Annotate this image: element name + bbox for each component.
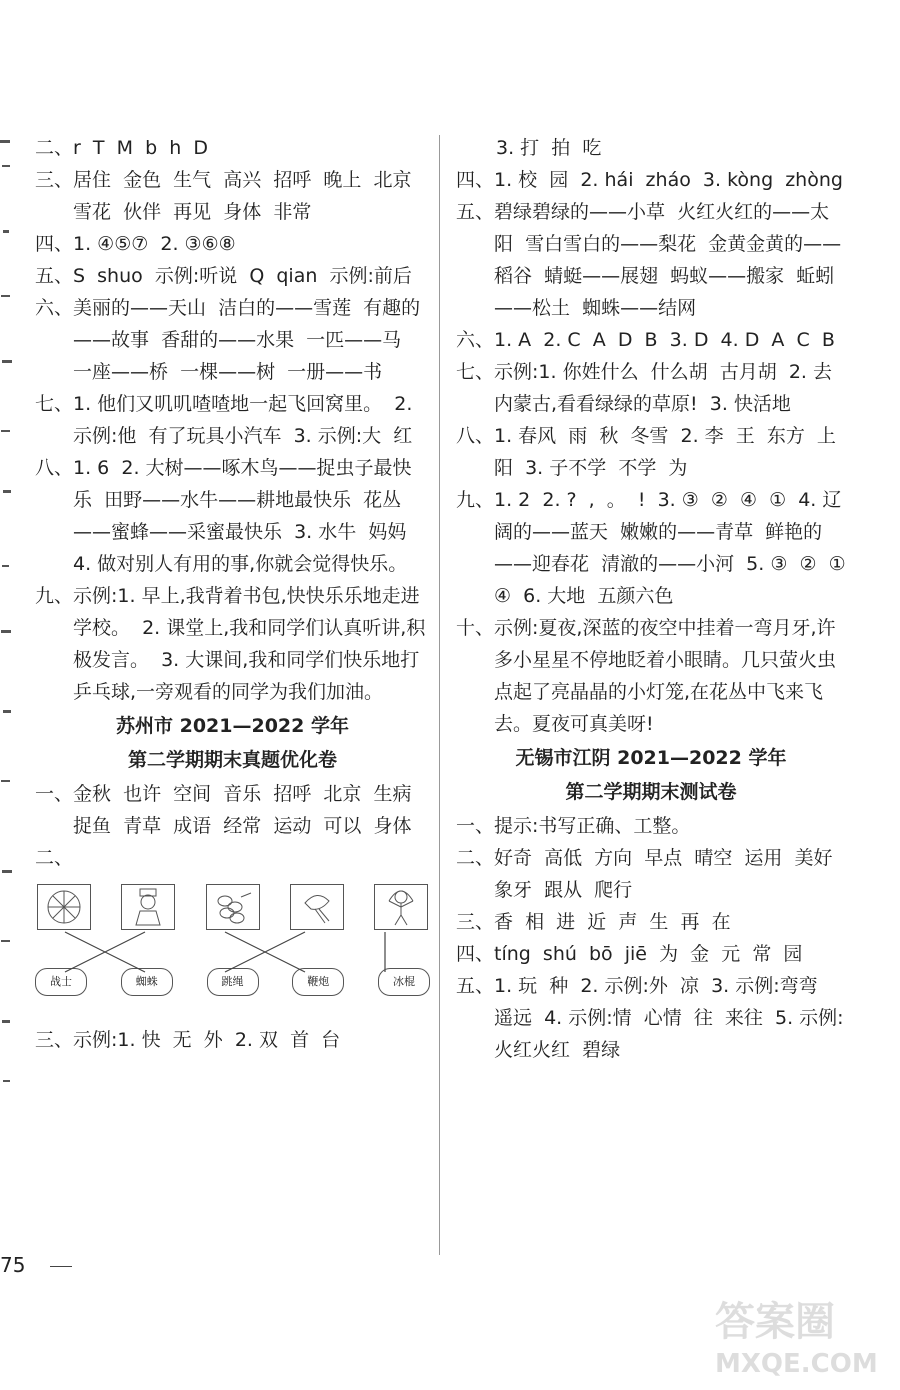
- answer-s3: [35, 1024, 430, 1056]
- answer-text: S shuo 示例:听说 Q qian 示例:前后: [73, 265, 412, 287]
- answer-s1: [35, 778, 430, 842]
- watermark-logo: [705, 1290, 890, 1380]
- answer-text: 示例:夏夜,深蓝的夜空中挂着一弯月牙,许多小星星不停地眨着小眼睛。几只萤火虫点起了亮晶晶的小灯笼,在花丛中飞来飞去。夏夜可真美呀!: [494, 617, 837, 735]
- page-number: 75: [0, 1253, 26, 1277]
- question-number: 九、: [35, 585, 74, 607]
- spider-picture: [290, 884, 344, 930]
- question-number: 九、: [456, 489, 495, 511]
- answer-text: 1. 校 园 2. hái zháo 3. kòng zhòng: [494, 169, 843, 191]
- answer-text: 1. 玩 种 2. 示例:外 凉 3. 示例:弯弯 遥远 4. 示例:情 心情 往 来往 5. 示例:火红火红 碧绿: [494, 975, 844, 1061]
- question-number: 三、: [35, 1029, 74, 1051]
- matching-diagram: [35, 884, 430, 1024]
- answer-6: [35, 292, 430, 388]
- answer-text: 1. 春风 雨 秋 冬雪 2. 李 王 东方 上 阳 3. 子不学 不学 为: [494, 425, 848, 479]
- answer-9: [35, 580, 430, 708]
- answer-5: [35, 260, 430, 292]
- question-number: 四、: [456, 943, 495, 965]
- answer-w4: [456, 938, 846, 970]
- answer-text: 示例:1. 你姓什么 什么胡 古月胡 2. 去内蒙古,看看绿绿的草原! 3. 快活地: [494, 361, 832, 415]
- question-number: 六、: [35, 297, 74, 319]
- question-number: 五、: [456, 975, 495, 997]
- question-number: 七、: [35, 393, 74, 415]
- section-heading-year: 苏州市 2021—2022 学年: [116, 715, 349, 737]
- question-number: 一、: [35, 783, 74, 805]
- question-number: 四、: [35, 233, 74, 255]
- ice-pop-picture: [206, 884, 260, 930]
- answer-text: 1. 他们又叽叽喳喳地一起飞回窝里。 2. 示例:他 有了玩具小汽车 3. 示例:大 红: [73, 393, 419, 447]
- question-number: 二、: [456, 847, 495, 869]
- answer-w1: [456, 810, 846, 842]
- question-number: 三、: [456, 911, 495, 933]
- answer-text: 示例:1. 快 无 外 2. 双 首 台: [73, 1029, 341, 1051]
- section-heading-title: 第二学期期末测试卷: [565, 781, 737, 803]
- answer-text: 示例:1. 早上,我背着书包,快快乐乐地走进学校。 2. 课堂上,我和同学们认真听讲,积极发言。 3. 大课间,我和同学们快乐地打乒乓球,一旁观看的同学为我们加油。: [73, 585, 426, 703]
- section-heading-year: 无锡市江阴 2021—2022 学年: [515, 747, 787, 769]
- answer-r8: [456, 420, 846, 484]
- label-soldier: 战士: [35, 968, 87, 996]
- question-number: 八、: [35, 457, 74, 479]
- question-number: 二、: [35, 137, 74, 159]
- answer-r5: [456, 196, 846, 324]
- left-column: [35, 132, 430, 1056]
- answer-r6: [456, 324, 846, 356]
- answer-7: [35, 388, 430, 452]
- label-firecracker: 鞭炮: [292, 968, 344, 996]
- firecracker-picture: [37, 884, 91, 930]
- soldier-picture: [121, 884, 175, 930]
- answer-r7: [456, 356, 846, 420]
- question-number: 四、: [456, 169, 495, 191]
- answer-3: [35, 164, 430, 228]
- jump-rope-picture: [374, 884, 428, 930]
- answer-4: [35, 228, 430, 260]
- section-heading-title: 第二学期期末真题优化卷: [127, 749, 337, 771]
- answer-r10: [456, 612, 846, 740]
- label-jump-rope: 跳绳: [207, 968, 259, 996]
- answer-s2: [35, 842, 430, 874]
- page-number-dash: [50, 1266, 72, 1267]
- question-number: 三、: [35, 169, 74, 191]
- question-number: 七、: [456, 361, 495, 383]
- answer-text: 碧绿碧绿的——小草 火红火红的——太阳 雪白雪白的——梨花 金黄金黄的——稻谷 蜻蜓——展翅 蚂蚁——搬家 蚯蚓——松土 蜘蛛——结网: [494, 201, 842, 319]
- answer-r4: [456, 164, 846, 196]
- question-number: 五、: [35, 265, 74, 287]
- answer-text: 好奇 高低 方向 早点 晴空 运用 美好 象牙 跟从 爬行: [494, 847, 845, 901]
- right-column: [456, 132, 858, 1066]
- question-number: 二、: [35, 847, 74, 869]
- answer-text: 1. 6 2. 大树——啄木鸟——捉虫子最快乐 田野——水牛——耕地最快乐 花丛——蜜蜂——采蜜最快乐 3. 水牛 妈妈 4. 做对别人有用的事,你就会觉得快乐。: [73, 457, 419, 575]
- question-number: 六、: [456, 329, 495, 351]
- question-number: 八、: [456, 425, 495, 447]
- watermark-url: MXQE.COM: [715, 1349, 878, 1379]
- question-number: 五、: [456, 201, 495, 223]
- watermark-text: 答案圈: [715, 1299, 835, 1345]
- answer-text: 1. A 2. C A D B 3. D 4. D A C B: [494, 329, 835, 351]
- answer-w2: [456, 842, 846, 906]
- answer-text: 提示:书写正确、工整。: [494, 815, 691, 837]
- column-divider: [439, 135, 440, 1255]
- answer-text: 居住 金色 生气 高兴 招呼 晚上 北京 雪花 伙伴 再见 身体 非常: [73, 169, 424, 223]
- answer-text: 1. ④⑤⑦ 2. ③⑥⑧: [73, 233, 236, 255]
- answer-8: [35, 452, 430, 580]
- answer-text: 美丽的——天山 洁白的——雪莲 有趣的——故事 香甜的——水果 一匹——马 一座——桥 一棵——树 一册——书: [73, 297, 421, 383]
- answer-text: 金秋 也许 空间 音乐 招呼 北京 生病 捉鱼 青草 成语 经常 运动 可以 身体: [73, 783, 424, 837]
- answer-r3-continued: 3. 打 拍 吃: [496, 137, 602, 159]
- answer-w5: [456, 970, 846, 1066]
- answer-2: [35, 132, 430, 164]
- label-spider: 蜘蛛: [121, 968, 173, 996]
- answer-text: 1. 2 2. ? , 。 ! 3. ③ ② ④ ① 4. 辽阔的——蓝天 嫩嫩的——青草 鲜艳的——迎春花 清澈的——小河 5. ③ ② ① ④ 6. 大地 五颜六色: [494, 489, 858, 607]
- answer-text: 香 相 进 近 声 生 再 在: [494, 911, 731, 933]
- answer-text: tíng shú bō jiē 为 金 元 常 园: [494, 943, 803, 965]
- left-edge-bleed: [0, 120, 18, 1120]
- question-number: 十、: [456, 617, 495, 639]
- answer-r9: [456, 484, 858, 612]
- answer-w3: [456, 906, 846, 938]
- answer-text: r T M b h D: [73, 137, 208, 159]
- label-ice-pop: 冰棍: [378, 968, 430, 996]
- question-number: 一、: [456, 815, 495, 837]
